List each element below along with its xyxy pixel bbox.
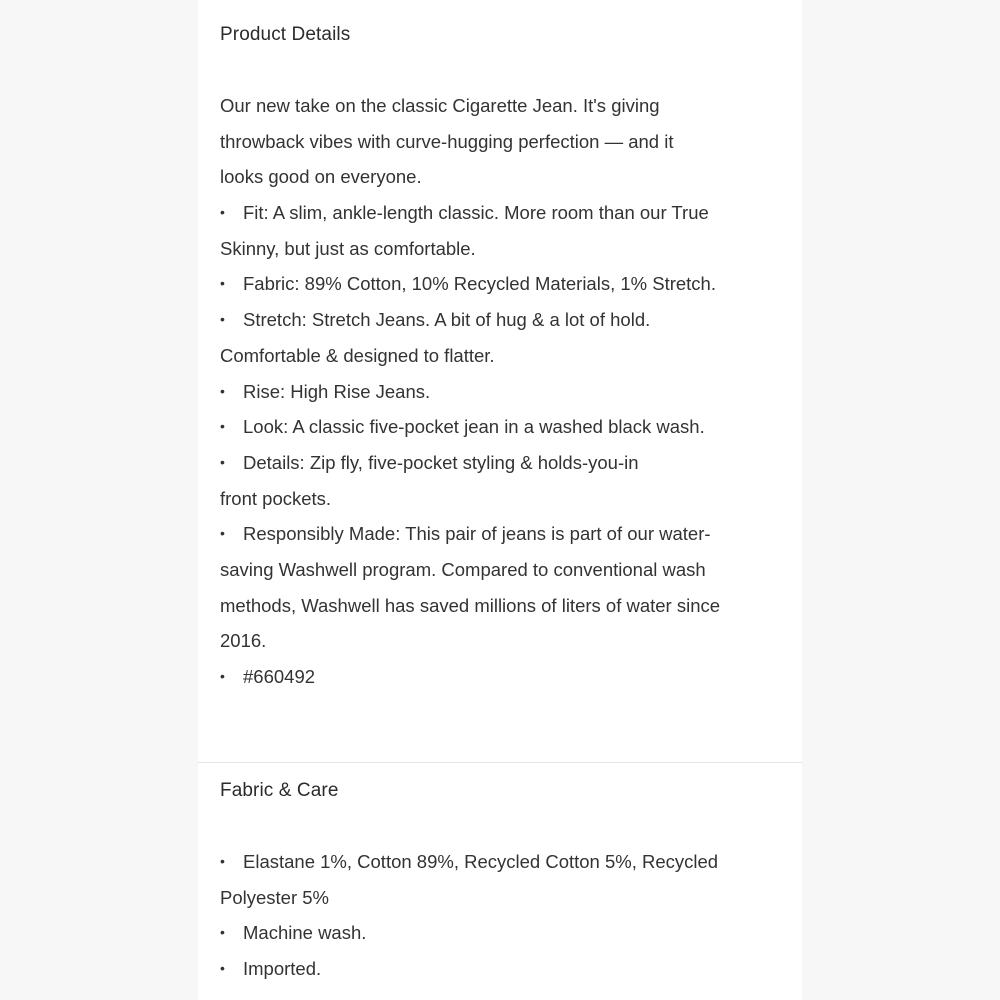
fabric-care-title[interactable]: Fabric & Care <box>220 780 339 801</box>
bullet-icon: • <box>220 382 225 399</box>
line-text: Stretch: Stretch Jeans. A bit of hug & a lot of hold. <box>243 309 651 331</box>
line-text: #660492 <box>243 666 316 687</box>
line-text: Responsibly Made: This pair of jeans is part of our water- <box>243 523 711 545</box>
text-line <box>220 623 780 659</box>
line-text: Fit: A slim, ankle-length classic. More room than our True <box>243 202 709 224</box>
text-line <box>220 88 780 124</box>
list-item-line <box>220 374 780 410</box>
text-line <box>220 552 780 588</box>
list-item-line <box>220 844 780 880</box>
text-line <box>220 588 780 624</box>
bullet-icon: • <box>220 453 225 470</box>
product-info-panel <box>198 0 802 1000</box>
line-text: front pockets. <box>220 487 332 509</box>
product-details-title[interactable]: Product Details <box>220 24 351 45</box>
line-text: Fabric: 89% Cotton, 10% Recycled Materials, 1% Stretch. <box>243 273 716 295</box>
line-text: saving Washwell program. Compared to conventional wash <box>220 558 706 580</box>
line-text: Rise: High Rise Jeans. <box>243 380 431 402</box>
line-text: Machine wash. <box>243 922 367 944</box>
bullet-icon: • <box>220 275 225 292</box>
bullet-icon: • <box>220 960 225 977</box>
line-text: Imported. <box>243 958 322 980</box>
list-item-line <box>220 445 780 481</box>
bullet-icon: • <box>220 418 225 435</box>
text-line <box>220 159 780 195</box>
text-line <box>220 124 780 160</box>
line-text: 2016. <box>220 630 267 652</box>
bullet-icon: • <box>220 668 225 684</box>
bullet-icon: • <box>220 204 225 221</box>
section-divider <box>198 762 802 763</box>
list-item-line <box>220 659 780 695</box>
text-line <box>220 481 780 517</box>
list-item-line <box>220 302 780 338</box>
text-line <box>220 880 780 916</box>
list-item-line <box>220 409 780 445</box>
line-text: Details: Zip fly, five-pocket styling & holds-you-in <box>243 451 639 473</box>
line-text: methods, Washwell has saved millions of liters of water since <box>220 594 721 616</box>
line-text: Comfortable & designed to flatter. <box>220 344 495 366</box>
bullet-icon: • <box>220 853 225 869</box>
line-text: Look: A classic five-pocket jean in a washed black wash. <box>243 416 705 438</box>
fabric-care-content <box>220 844 780 987</box>
line-text: Our new take on the classic Cigarette Jean. It's giving <box>220 95 660 116</box>
line-text: Elastane 1%, Cotton 89%, Recycled Cotton 5%, Recycled <box>243 851 719 872</box>
bullet-icon: • <box>220 525 225 542</box>
list-item-line <box>220 266 780 302</box>
product-details-content <box>220 88 780 695</box>
line-text: Polyester 5% <box>220 886 329 908</box>
line-text: Skinny, but just as comfortable. <box>220 237 476 259</box>
list-item-line <box>220 951 780 987</box>
text-line <box>220 338 780 374</box>
bullet-icon: • <box>220 311 225 328</box>
line-text: throwback vibes with curve-hugging perfection — and it <box>220 130 674 152</box>
text-line <box>220 231 780 267</box>
list-item-line <box>220 915 780 951</box>
bullet-icon: • <box>220 924 225 941</box>
line-text: looks good on everyone. <box>220 166 422 188</box>
list-item-line <box>220 516 780 552</box>
list-item-line <box>220 195 780 231</box>
